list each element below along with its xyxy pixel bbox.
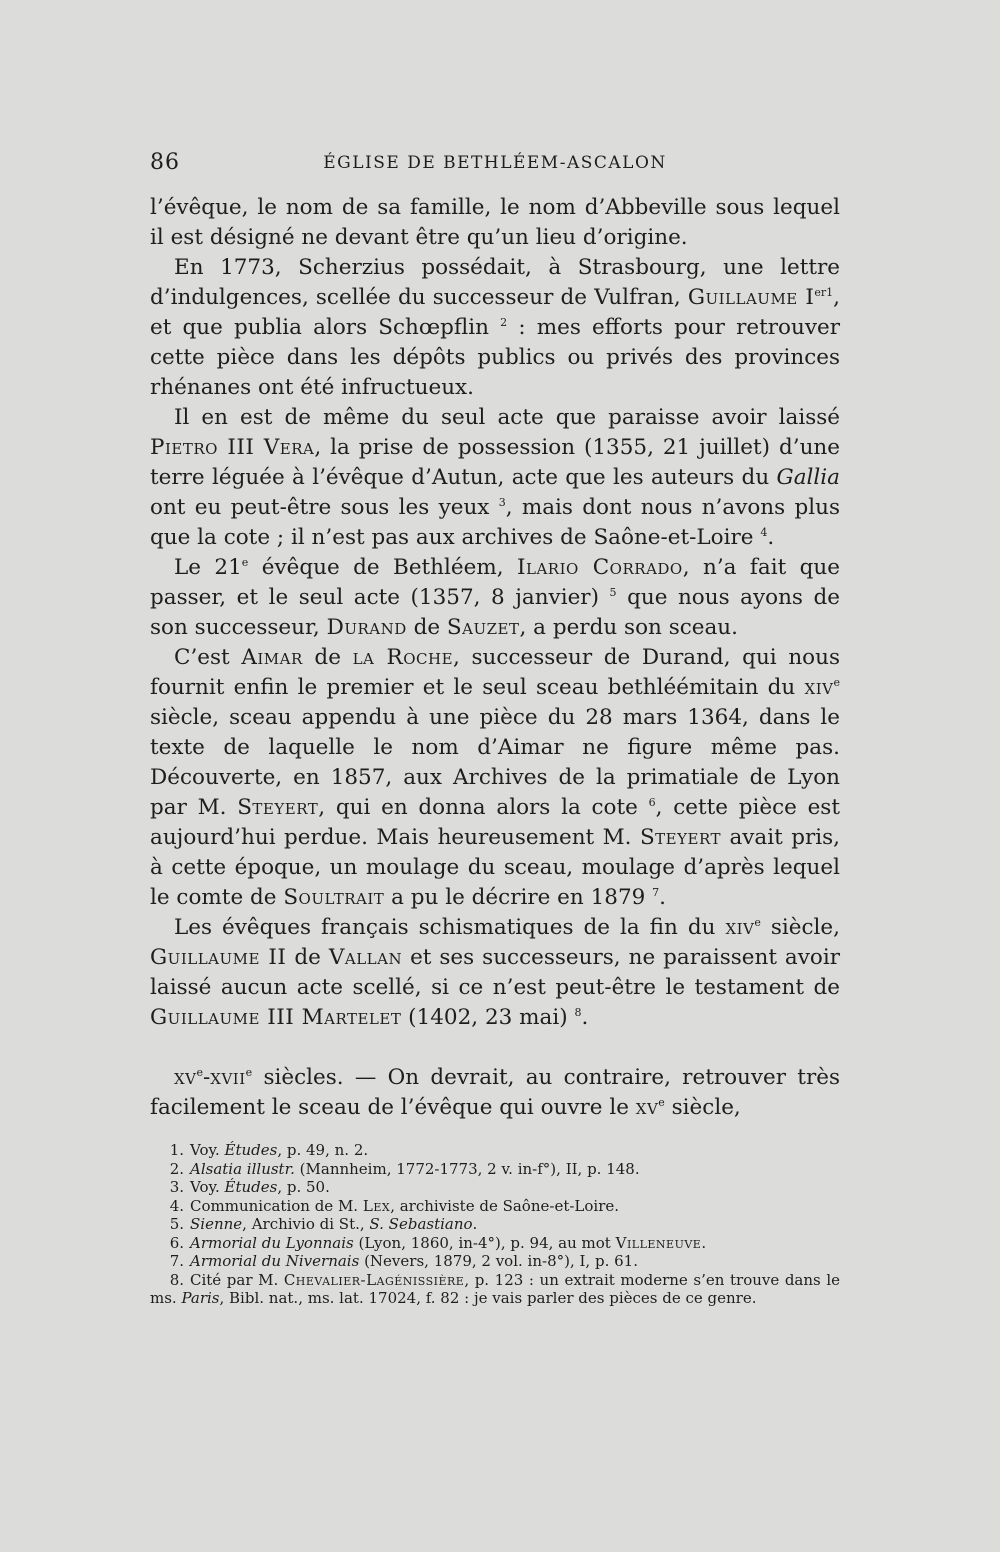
footnote-5: 5. Sienne, Archivio di St., S. Sebastiano. bbox=[169, 1215, 478, 1233]
footnote-ref-8[interactable]: 8 bbox=[574, 1005, 582, 1019]
paragraph-2: En 1773, Scherzius possédait, à Strasbourg, une lettre d’indulgences, scellée du successeur de Vulfran, Guillaume $I^{er1}$, et que publia alors Schœpflin $^2$ : mes efforts pour retrouver cette pièce dans les dépôts publics ou privés des provinces rhénanes ont été infructueux. bbox=[150, 255, 840, 400]
paragraph-7: $xv^e-xvii^e$ siècles. — On devrait, au contraire, retrouver très facilement le sceau de l’évêque qui ouvre le $xv^e$ siècle, bbox=[150, 1065, 840, 1120]
footnote-ref-3[interactable]: 3 bbox=[498, 495, 506, 509]
paragraph-5: C’est Aimar de la Roche, successeur de Durand, qui nous fournit enfin le premier et le seul sceau bethléémitain du xiv$^e$ siècle, sceau appendu à une pièce du 28 mars 1364, dans le texte de laquelle le nom d’Aimar ne figure même pas. Découverte, en 1857, aux Archives de la primatiale de Lyon par M. Steyert, qui en donna alors la cote $^6$, cette pièce est aujourd’hui perdue. Mais heureusement M. Steyert avait pris, à cette époque, un moulage du sceau, moulage d’après lequel le comte de Soultrait a pu le décrire en 1879 $^7$. bbox=[150, 645, 840, 910]
footnote-6: 6. Armorial du Lyonnais (Lyon, 1860, in-4°), p. 94, au mot Villeneuve. bbox=[169, 1233, 707, 1252]
page-header bbox=[150, 150, 840, 180]
paragraph-6: Les évêques français schismatiques de la fin du xiv$^e$ siècle, Guillaume II de Vallan et ses successeurs, ne paraissent avoir laissé aucun acte scellé, si ce n’est peut-être le testament de Guillaume III Martelet (1402, 23 mai) $^8$. bbox=[150, 915, 840, 1030]
footnotes bbox=[150, 1141, 840, 1308]
footnote-4: 4. Communication de M. Lex, archiviste de Saône-et-Loire. bbox=[169, 1196, 620, 1215]
running-title: ÉGLISE DE BETHLÉEM-ASCALON bbox=[323, 153, 667, 173]
paragraph-3: Il en est de même du seul acte que paraisse avoir laissé Pietro III Vera, la prise de possession (1355, 21 juillet) d’une terre léguée à l’évêque d’Autun, acte que les auteurs du Gallia ont eu peut-être sous les yeux $^3$, mais dont nous n’avons plus que la cote ; il n’est pas aux archives de Saône-et-Loire $^4$. bbox=[150, 405, 840, 550]
page-number: 86 bbox=[150, 150, 180, 175]
footnote-ref-6[interactable]: 6 bbox=[648, 795, 656, 809]
footnote-ref-5[interactable]: 5 bbox=[609, 585, 617, 599]
footnote-ref-1[interactable]: 1 bbox=[826, 285, 834, 299]
footnote-1: 1. Voy. Études, p. 49, n. 2. bbox=[169, 1141, 369, 1159]
footnote-7: 7. Armorial du Nivernais (Nevers, 1879, 2 vol. in-8°), I, p. 61. bbox=[169, 1252, 638, 1270]
paragraph-4: Le 21e évêque de Bethléem, Ilario Corrado, n’a fait que passer, et le seul acte (1357, 8 janvier) $^5$ que nous ayons de son successeur, Durand de Sauzet, a perdu son sceau. bbox=[150, 555, 840, 640]
footnote-8: 8. Cité par M. Chevalier-Lagénissière, p. 123 : un extrait moderne s’en trouve dans le ms. Paris, Bibl. nat., ms. lat. 17024, f. 82 : je vais parler des pièces de ce genre. bbox=[150, 1270, 841, 1307]
footnote-ref-7[interactable]: 7 bbox=[652, 885, 660, 899]
footnote-3: 3. Voy. Études, p. 50. bbox=[169, 1178, 330, 1196]
footnote-ref-2[interactable]: 2 bbox=[500, 315, 508, 329]
footnote-ref-4[interactable]: 4 bbox=[760, 525, 768, 539]
main-text bbox=[150, 193, 840, 1123]
paragraph-1: l’évêque, le nom de sa famille, le nom d’Abbeville sous lequel il est désigné ne devant être qu’un lieu d’origine. bbox=[150, 195, 840, 250]
footnote-2: 2. Alsatia illustr. (Mannheim, 1772-1773, 2 v. in-f°), II, p. 148. bbox=[169, 1159, 640, 1178]
